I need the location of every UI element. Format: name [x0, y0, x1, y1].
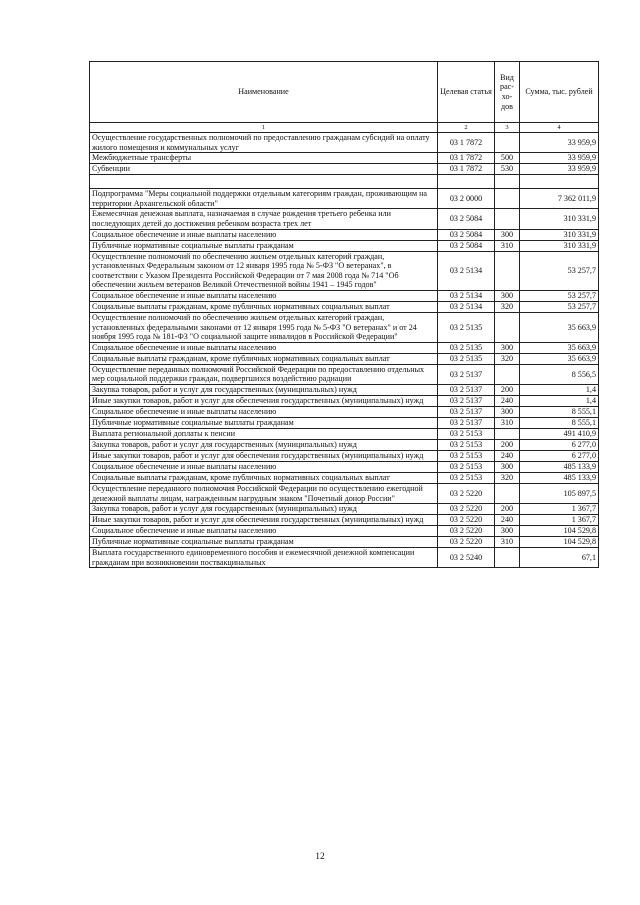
cell-vid: 200	[495, 384, 520, 395]
cell-vid: 200	[495, 504, 520, 515]
cell-name: Осуществление государственных полномочий по предоставлению гражданам субсидий на оплату жилого помещения и коммунальных услуг	[90, 133, 438, 153]
cell-name: Закупка товаров, работ и услуг для государственных (муниципальных) нужд	[90, 439, 438, 450]
cell-code: 03 2 5084	[438, 229, 495, 240]
cell-name: Публичные нормативные социальные выплаты гражданам	[90, 417, 438, 428]
cell-name: Осуществление полномочий по обеспечению жильем отдельных категорий граждан, установленных федеральными законами от 12 января 1995 года № 5-ФЗ "О ветеранах" и от 24 ноября 1995 года № 181-ФЗ "О социальной защите инвалидов в Российской Федерации"	[90, 312, 438, 342]
table-row	[90, 537, 599, 548]
table-row	[90, 417, 599, 428]
table-row	[90, 384, 599, 395]
cell-sum	[520, 175, 599, 189]
cell-vid	[495, 428, 520, 439]
cell-code: 03 1 7872	[438, 133, 495, 153]
cell-sum: 104 529,8	[520, 526, 599, 537]
cell-name: Закупка товаров, работ и услуг для государственных (муниципальных) нужд	[90, 384, 438, 395]
column-number-row	[90, 123, 599, 133]
table-row	[90, 209, 599, 229]
table-row	[90, 504, 599, 515]
cell-vid: 320	[495, 301, 520, 312]
cell-sum: 67,1	[520, 548, 599, 568]
cell-vid: 310	[495, 417, 520, 428]
cell-code: 03 2 5135	[438, 353, 495, 364]
cell-name: Социальное обеспечение и иные выплаты населению	[90, 342, 438, 353]
spacer-row	[90, 175, 599, 189]
cell-sum: 1 367,7	[520, 504, 599, 515]
table-row	[90, 353, 599, 364]
cell-name: Выплата государственного единовременного пособия и ежемесячной денежной компенсации гражданам при возникновении поствакцинальных	[90, 548, 438, 568]
cell-name: Осуществление переданных полномочий Российской Федерации по предоставлению отдельных мер социальной поддержки граждан, подвергшихся воздействию радиации	[90, 364, 438, 384]
cell-name: Выплата региональной доплаты к пенсии	[90, 428, 438, 439]
table-row	[90, 153, 599, 164]
cell-name: Публичные нормативные социальные выплаты гражданам	[90, 537, 438, 548]
cell-vid: 320	[495, 472, 520, 483]
cell-sum: 8 556,5	[520, 364, 599, 384]
cell-vid: 530	[495, 164, 520, 175]
cell-vid	[495, 548, 520, 568]
cell-code: 03 2 5137	[438, 364, 495, 384]
cell-vid: 300	[495, 406, 520, 417]
cell-sum: 33 959,9	[520, 164, 599, 175]
column-number: 2	[438, 123, 495, 133]
cell-vid: 240	[495, 515, 520, 526]
header-row	[90, 62, 599, 123]
cell-sum: 491 410,9	[520, 428, 599, 439]
header-sum: Сумма, тыс. рублей	[520, 62, 599, 123]
cell-sum: 33 959,9	[520, 133, 599, 153]
cell-code: 03 2 5137	[438, 395, 495, 406]
cell-code: 03 2 5137	[438, 417, 495, 428]
cell-sum: 35 663,9	[520, 353, 599, 364]
cell-code	[438, 175, 495, 189]
cell-sum: 485 133,9	[520, 472, 599, 483]
table-row	[90, 312, 599, 342]
cell-vid: 240	[495, 450, 520, 461]
cell-vid: 310	[495, 240, 520, 251]
table-row	[90, 364, 599, 384]
cell-name: Субвенции	[90, 164, 438, 175]
table-row	[90, 406, 599, 417]
table-row	[90, 301, 599, 312]
cell-sum: 1,4	[520, 384, 599, 395]
cell-code: 03 2 5134	[438, 301, 495, 312]
cell-code: 03 2 5137	[438, 384, 495, 395]
table-row	[90, 240, 599, 251]
cell-code: 03 2 5134	[438, 290, 495, 301]
cell-name: Осуществление полномочий по обеспечению жильем отдельных категорий граждан, установленных Федеральным законом от 12 января 1995 года № 5-ФЗ "О ветеранах", в соответствии с Указом Президента Российской Федерации от 7 мая 2008 года № 714 "Об обеспечении жильем ветеранов Великой Отечественной войны 1941 – 1945 годов"	[90, 251, 438, 290]
cell-name	[90, 175, 438, 189]
cell-code: 03 2 5153	[438, 428, 495, 439]
cell-name: Иные закупки товаров, работ и услуг для обеспечения государственных (муниципальных) нужд	[90, 450, 438, 461]
cell-sum: 310 331,9	[520, 240, 599, 251]
cell-code: 03 2 5153	[438, 461, 495, 472]
cell-vid	[495, 251, 520, 290]
cell-vid	[495, 175, 520, 189]
header-vid: Вид рас- хо- дов	[495, 62, 520, 123]
cell-sum: 1,4	[520, 395, 599, 406]
cell-name: Закупка товаров, работ и услуг для государственных (муниципальных) нужд	[90, 504, 438, 515]
cell-code: 03 2 5084	[438, 240, 495, 251]
column-number: 1	[90, 123, 438, 133]
cell-vid	[495, 189, 520, 209]
table-row	[90, 472, 599, 483]
cell-name: Социальное обеспечение и иные выплаты населению	[90, 406, 438, 417]
cell-sum: 53 257,7	[520, 301, 599, 312]
cell-code: 03 2 5220	[438, 504, 495, 515]
cell-code: 03 1 7872	[438, 164, 495, 175]
table-body	[90, 133, 599, 568]
cell-vid: 240	[495, 395, 520, 406]
header-name: Наименование	[90, 62, 438, 123]
cell-code: 03 2 5153	[438, 439, 495, 450]
cell-code: 03 2 5220	[438, 483, 495, 503]
cell-code: 03 2 5135	[438, 342, 495, 353]
cell-code: 03 2 5135	[438, 312, 495, 342]
cell-name: Иные закупки товаров, работ и услуг для обеспечения государственных (муниципальных) нужд	[90, 515, 438, 526]
cell-vid: 200	[495, 439, 520, 450]
table-header	[90, 62, 599, 133]
cell-name: Социальное обеспечение и иные выплаты населению	[90, 461, 438, 472]
table-row	[90, 428, 599, 439]
cell-vid: 320	[495, 353, 520, 364]
cell-vid	[495, 312, 520, 342]
cell-code: 03 2 5220	[438, 537, 495, 548]
cell-code: 03 2 5137	[438, 406, 495, 417]
cell-name: Публичные нормативные социальные выплаты гражданам	[90, 240, 438, 251]
table-row	[90, 290, 599, 301]
table-row	[90, 342, 599, 353]
table-row	[90, 395, 599, 406]
page-number: 12	[315, 852, 325, 862]
table-row	[90, 526, 599, 537]
header-code: Целевая статья	[438, 62, 495, 123]
table-row	[90, 229, 599, 240]
cell-vid: 500	[495, 153, 520, 164]
cell-name: Межбюджетные трансферты	[90, 153, 438, 164]
cell-name: Подпрограмма "Меры социальной поддержки отдельным категориям граждан, проживающим на территории Архангельской области"	[90, 189, 438, 209]
cell-vid	[495, 483, 520, 503]
cell-vid: 300	[495, 229, 520, 240]
cell-sum: 310 331,9	[520, 209, 599, 229]
cell-code: 03 2 5153	[438, 450, 495, 461]
table-row	[90, 251, 599, 290]
cell-code: 03 2 5220	[438, 515, 495, 526]
cell-code: 03 2 5084	[438, 209, 495, 229]
cell-sum: 6 277,0	[520, 450, 599, 461]
cell-sum: 1 367,7	[520, 515, 599, 526]
cell-vid: 310	[495, 537, 520, 548]
cell-sum: 35 663,9	[520, 342, 599, 353]
cell-vid: 300	[495, 342, 520, 353]
cell-sum: 8 555,1	[520, 406, 599, 417]
cell-vid	[495, 133, 520, 153]
cell-sum: 35 663,9	[520, 312, 599, 342]
cell-vid	[495, 364, 520, 384]
cell-sum: 105 897,5	[520, 483, 599, 503]
cell-name: Осуществление переданного полномочия Российской Федерации по осуществлению ежегодной денежной выплаты лицам, награжденным нагрудным знаком "Почетный донор России"	[90, 483, 438, 503]
cell-sum: 6 277,0	[520, 439, 599, 450]
cell-name: Социальные выплаты гражданам, кроме публичных нормативных социальных выплат	[90, 353, 438, 364]
cell-name: Социальное обеспечение и иные выплаты населению	[90, 229, 438, 240]
table-row	[90, 450, 599, 461]
cell-code: 03 2 5134	[438, 251, 495, 290]
table-row	[90, 515, 599, 526]
cell-sum: 485 133,9	[520, 461, 599, 472]
column-number: 4	[520, 123, 599, 133]
table-row	[90, 483, 599, 503]
cell-code: 03 2 5153	[438, 472, 495, 483]
cell-name: Социальное обеспечение и иные выплаты населению	[90, 526, 438, 537]
cell-vid	[495, 209, 520, 229]
table-row	[90, 439, 599, 450]
cell-sum: 310 331,9	[520, 229, 599, 240]
cell-code: 03 1 7872	[438, 153, 495, 164]
cell-vid: 300	[495, 526, 520, 537]
table-row	[90, 189, 599, 209]
cell-vid: 300	[495, 290, 520, 301]
cell-sum: 53 257,7	[520, 251, 599, 290]
table-row	[90, 133, 599, 153]
cell-name: Социальные выплаты гражданам, кроме публичных нормативных социальных выплат	[90, 301, 438, 312]
table-row	[90, 548, 599, 568]
cell-code: 03 2 0000	[438, 189, 495, 209]
cell-sum: 53 257,7	[520, 290, 599, 301]
cell-vid: 300	[495, 461, 520, 472]
budget-table	[89, 61, 599, 568]
cell-name: Социальные выплаты гражданам, кроме публичных нормативных социальных выплат	[90, 472, 438, 483]
table-row	[90, 461, 599, 472]
table-row	[90, 164, 599, 175]
cell-sum: 104 529,8	[520, 537, 599, 548]
cell-sum: 7 362 011,9	[520, 189, 599, 209]
cell-sum: 8 555,1	[520, 417, 599, 428]
cell-code: 03 2 5220	[438, 526, 495, 537]
cell-sum: 33 959,9	[520, 153, 599, 164]
cell-name: Иные закупки товаров, работ и услуг для обеспечения государственных (муниципальных) нужд	[90, 395, 438, 406]
cell-code: 03 2 5240	[438, 548, 495, 568]
column-number: 3	[495, 123, 520, 133]
cell-name: Ежемесячная денежная выплата, назначаемая в случае рождения третьего ребенка или последующих детей до достижения ребенком возраста трех лет	[90, 209, 438, 229]
cell-name: Социальное обеспечение и иные выплаты населению	[90, 290, 438, 301]
